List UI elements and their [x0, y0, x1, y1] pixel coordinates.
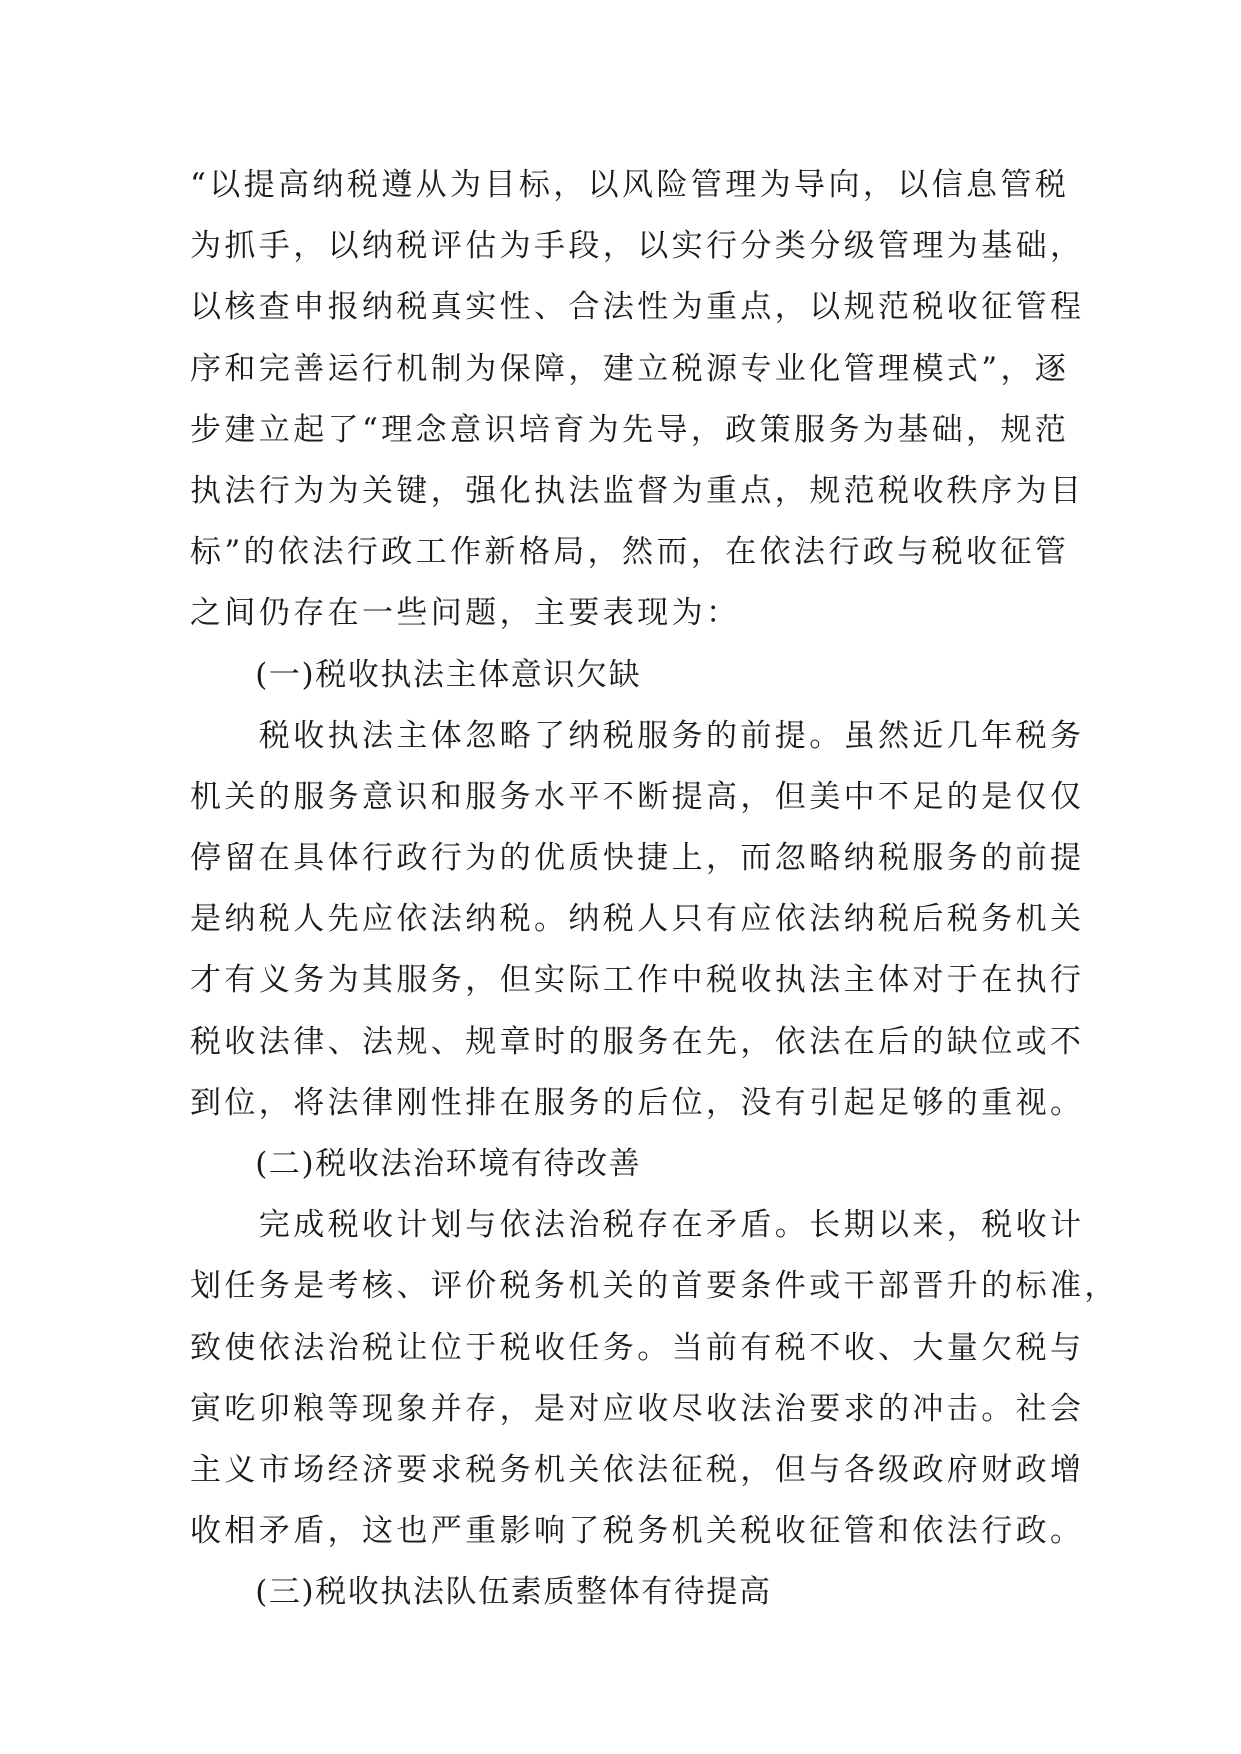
- text-line: 停留在具体行政行为的优质快捷上，而忽略纳税服务的前提: [190, 840, 1085, 877]
- text-line: 以核查申报纳税真实性、合法性为重点，以规范税收征管程: [190, 289, 1085, 326]
- text-line: 收相矛盾，这也严重影响了税务机关税收征管和依法行政。: [190, 1513, 1085, 1550]
- text-line: “以提高纳税遵从为目标，以风险管理为导向，以信息管税: [190, 167, 1070, 203]
- text-line: 机关的服务意识和服务水平不断提高，但美中不足的是仅仅: [190, 778, 1085, 815]
- text-line: 致使依法治税让位于税收任务。当前有税不收、大量欠税与: [190, 1329, 1085, 1366]
- text-line: 步建立起了“理念意识培育为先导，政策服务为基础，规范: [190, 411, 1070, 448]
- text-line: 到位，将法律刚性排在服务的后位，没有引起足够的重视。: [190, 1084, 1085, 1121]
- text-line: 主义市场经济要求税务机关依法征税，但与各级政府财政增: [190, 1451, 1085, 1488]
- text-line: 为抓手，以纳税评估为手段，以实行分类分级管理为基础，: [190, 228, 1085, 265]
- text-line: 寅吃卯粮等现象并存，是对应收尽收法治要求的冲击。社会: [190, 1390, 1085, 1427]
- text-line: 完成税收计划与依法治税存在矛盾。长期以来，税收计: [190, 1207, 1085, 1244]
- text-line: 划任务是考核、评价税务机关的首要条件或干部晋升的标准，: [190, 1268, 1119, 1305]
- body-text: [190, 155, 1119, 1624]
- text-line: 标”的依法行政工作新格局，然而，在依法行政与税收征管: [190, 534, 1070, 571]
- section-heading-1: (一)税收执法主体意识欠缺: [190, 656, 642, 693]
- text-line: 执法行为为关键，强化执法监督为重点，规范税收秩序为目: [190, 472, 1085, 509]
- text-line: 之间仍存在一些问题，主要表现为：: [190, 595, 741, 632]
- text-line: 才有义务为其服务，但实际工作中税收执法主体对于在执行: [190, 962, 1085, 999]
- text-line: 税收执法主体忽略了纳税服务的前提。虽然近几年税务: [190, 717, 1085, 754]
- section-heading-3: (三)税收执法队伍素质整体有待提高: [190, 1574, 772, 1611]
- section-heading-2: (二)税收法治环境有待改善: [190, 1146, 642, 1182]
- text-line: 税收法律、法规、规章时的服务在先，依法在后的缺位或不: [190, 1023, 1085, 1060]
- text-line: 是纳税人先应依法纳税。纳税人只有应依法纳税后税务机关: [190, 901, 1085, 938]
- text-line: 序和完善运行机制为保障，建立税源专业化管理模式”，逐: [190, 350, 1070, 387]
